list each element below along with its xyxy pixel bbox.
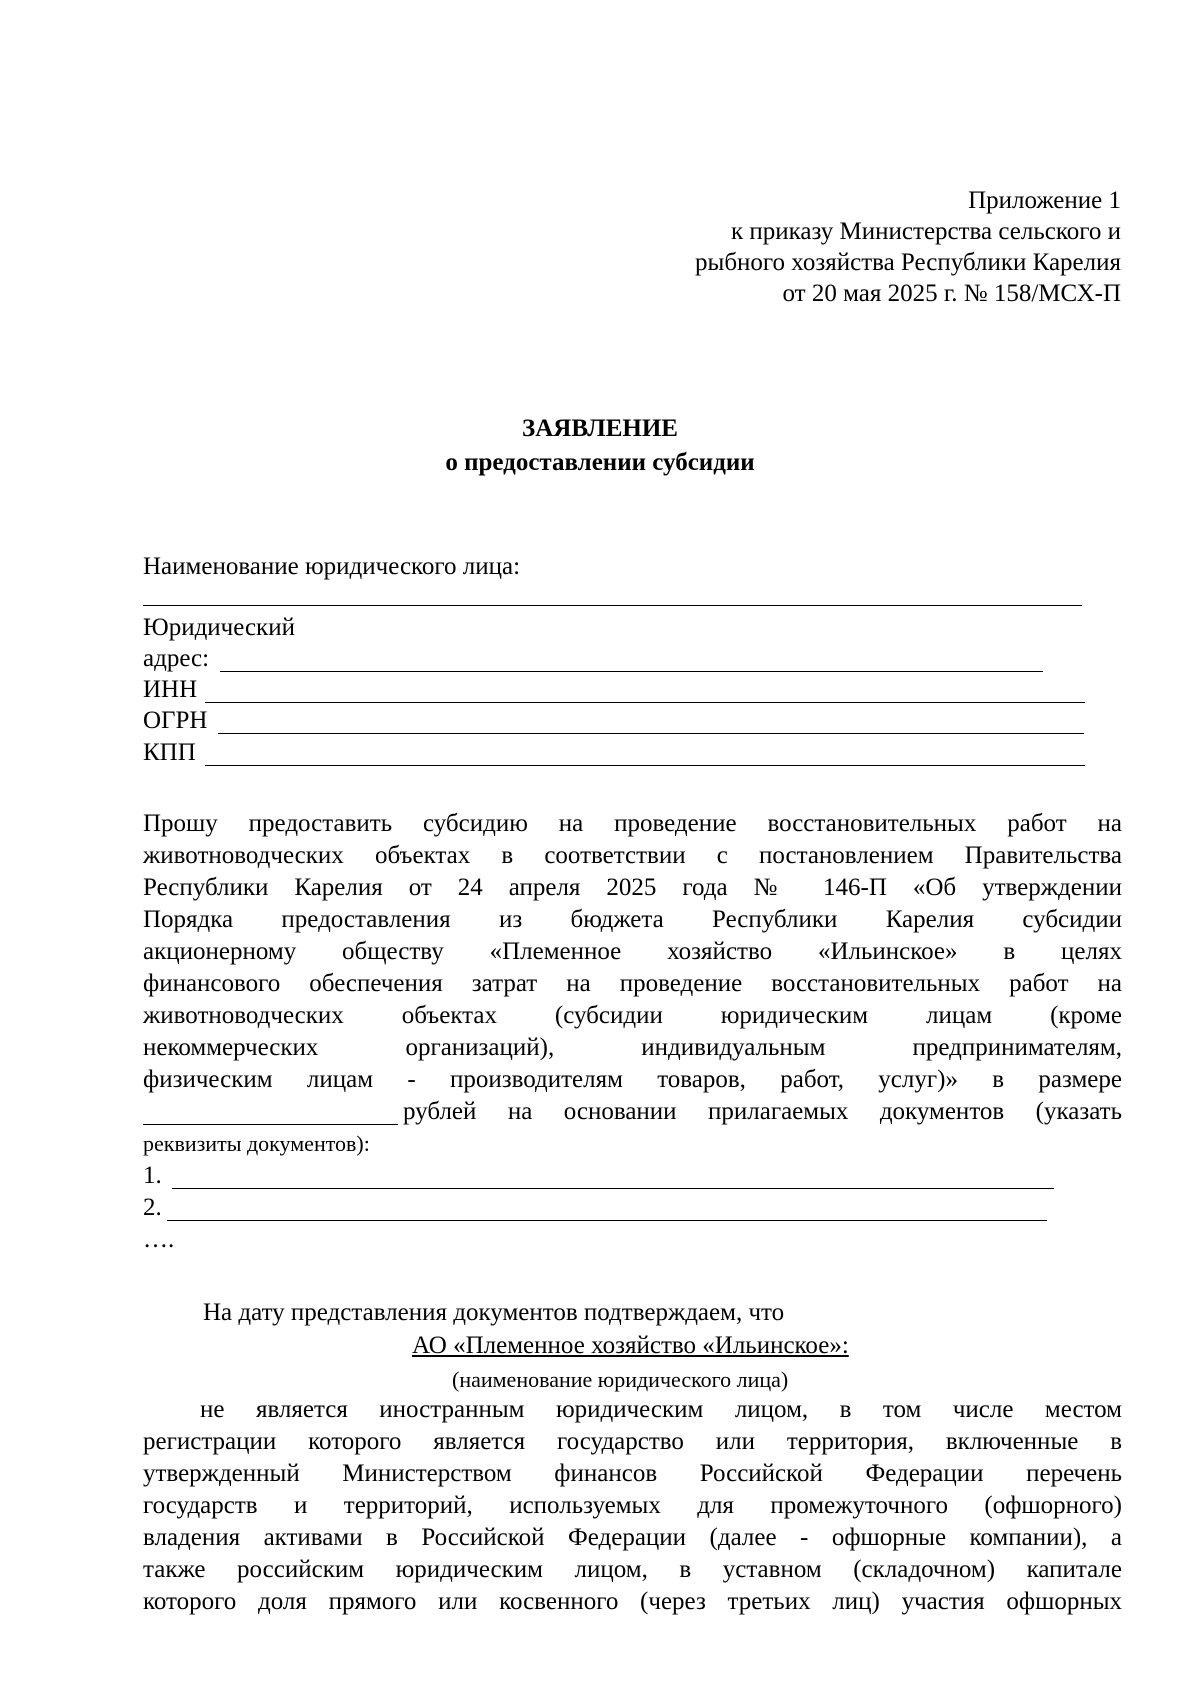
request-line-1: Прошу предоставить субсидию на проведение восстановительных работ на: [143, 810, 1122, 837]
confirm-intro: На дату представления документов подтверждаем, что: [203, 1299, 785, 1326]
confirm-line-1: не является иностранным юридическим лицом, в том числе местом: [200, 1396, 1122, 1423]
org-name-label: Наименование юридического лица:: [143, 553, 521, 580]
request-line-2: животноводческих объектах в соответствии с постановлением Правительства: [143, 842, 1122, 869]
document-item-1: 1.: [143, 1162, 162, 1189]
address-label-2: адрес:: [143, 645, 210, 672]
request-line-11: реквизиты документов):: [143, 1131, 370, 1156]
appendix-line-4: от 20 мая 2025 г. № 158/МСХ-П: [782, 280, 1121, 307]
request-line-5: акционерному обществу «Племенное хозяйство «Ильинское» в целях: [143, 938, 1122, 965]
inn-field-line: [205, 702, 1085, 703]
request-line-9: физическим лицам - производителям товаров, работ, услуг)» в размере: [143, 1066, 1122, 1093]
document-title: ЗАЯВЛЕНИЕ: [522, 415, 678, 442]
confirm-line-4: государств и территорий, используемых для промежуточного (офшорного): [143, 1492, 1122, 1519]
request-line-4: Порядка предоставления из бюджета Республики Карелия субсидии: [143, 906, 1122, 933]
inn-label: ИНН: [143, 676, 198, 703]
ogrn-label: ОГРН: [143, 707, 208, 734]
confirm-line-2: регистрации которого является государство или территория, включенные в: [143, 1428, 1122, 1455]
document-items-more: ….: [143, 1226, 175, 1253]
confirm-org-name: АО «Племенное хозяйство «Ильинское»:: [412, 1332, 849, 1359]
request-line-8: некоммерческих организаций), индивидуальным предпринимателям,: [143, 1034, 1122, 1061]
confirm-line-7: которого доля прямого или косвенного (через третьих лиц) участия офшорных: [143, 1588, 1122, 1615]
request-line-6: финансового обеспечения затрат на проведение восстановительных работ на: [143, 970, 1122, 997]
request-line-10: рублей на основании прилагаемых документов (указать: [403, 1098, 1122, 1125]
request-line-7: животноводческих объектах (субсидии юридическим лицам (кроме: [143, 1002, 1122, 1029]
org-name-field-line: [143, 605, 1082, 606]
amount-field-line: [143, 1124, 398, 1125]
confirm-org-caption: (наименование юридического лица): [452, 1367, 789, 1392]
address-field-line: [220, 671, 1043, 672]
appendix-line-2: к приказу Министерства сельского и: [730, 218, 1121, 245]
document-item-1-line: [172, 1188, 1054, 1189]
confirm-line-5: владения активами в Российской Федерации (далее - офшорные компании), а: [143, 1524, 1122, 1551]
ogrn-field-line: [218, 733, 1084, 734]
document-item-2: 2.: [143, 1194, 162, 1221]
appendix-header: [695, 185, 1121, 309]
confirm-line-3: утвержденный Министерством финансов Российской Федерации перечень: [143, 1460, 1122, 1487]
confirm-line-6: также российским юридическим лицом, в уставном (складочном) капитале: [143, 1556, 1122, 1583]
kpp-label: КПП: [143, 739, 196, 766]
document-subtitle: о предоставлении субсидии: [445, 449, 755, 476]
kpp-field-line: [205, 765, 1085, 766]
request-line-3: Республики Карелия от 24 апреля 2025 года № 146-П «Об утверждении: [143, 874, 1122, 901]
document-item-2-line: [167, 1220, 1047, 1221]
address-label-1: Юридический: [143, 614, 295, 641]
appendix-line-1: Приложение 1: [968, 187, 1121, 214]
appendix-line-3: рыбного хозяйства Республики Карелия: [695, 249, 1121, 276]
